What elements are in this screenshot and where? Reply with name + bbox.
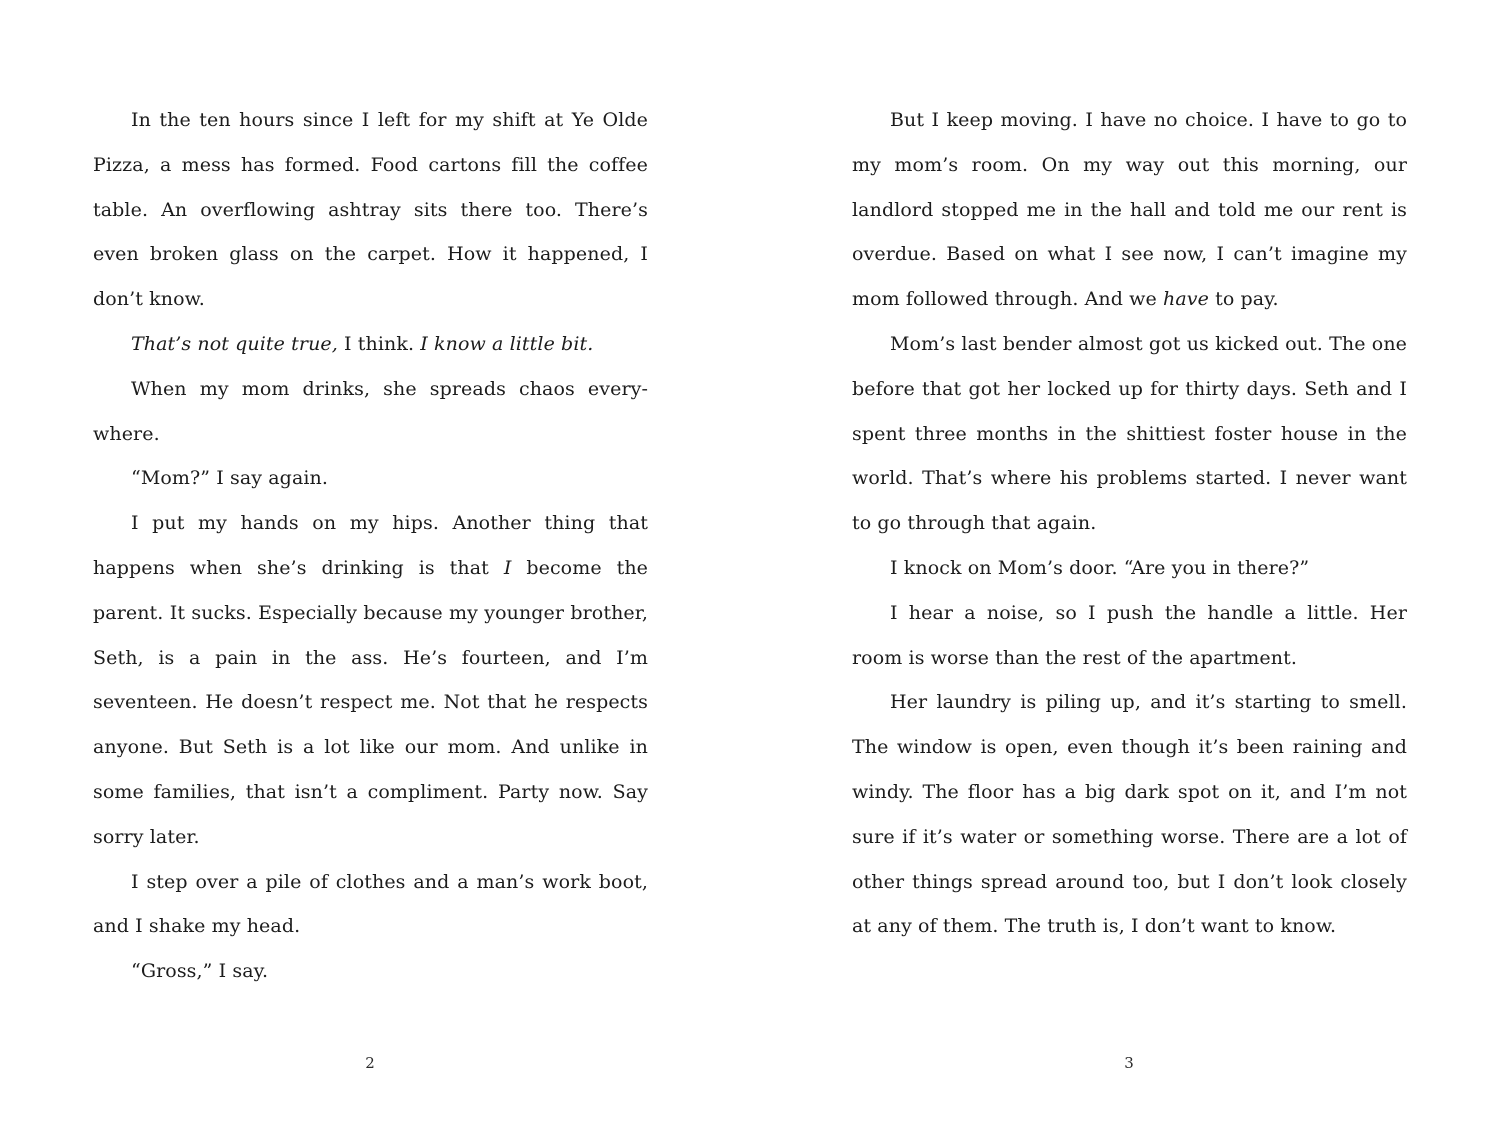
text-run: I step over a pile of clothes and a man’s work boot, and I shake my head.	[93, 870, 648, 938]
text-run: “Gross,” I say.	[131, 960, 269, 983]
paragraph	[852, 680, 1407, 949]
italic-thought: I know a little bit.	[420, 332, 594, 355]
paragraph	[93, 456, 648, 501]
right-page	[852, 98, 1407, 949]
page-number-right: 3	[1124, 1054, 1134, 1072]
paragraph	[93, 949, 648, 994]
paragraph	[852, 546, 1407, 591]
text-run: to pay.	[1208, 288, 1279, 311]
text-run: When my mom drinks, she spreads chaos every-where.	[93, 377, 648, 445]
paragraph	[93, 322, 648, 367]
text-run: “Mom?” I say again.	[131, 467, 329, 490]
paragraph	[93, 367, 648, 457]
text-run: Mom’s last bender almost got us kicked out. The one before that got her locked up for thirty days. Seth and I spent three months in the shittiest foster house in the world. That’s where his problems started. I never want to go through that again.	[852, 332, 1407, 535]
text-run: become the parent. It sucks. Especially because my younger brother, Seth, is a pain in the ass. He’s fourteen, and I’m seventeen. He doesn’t respect me. Not that he respects anyone. But Seth is a lot like our mom. And unlike in some families, that isn’t a compliment. Party now. Say sorry later.	[93, 556, 649, 848]
text-run: But I keep moving. I have no choice. I have to go to my mom’s room. On my way out this morning, our landlord stopped me in the hall and told me our rent is overdue. Based on what I see now, I can’t imagine my mom followed through. And we	[852, 109, 1407, 311]
text-run: Her laundry is piling up, and it’s starting to smell. The window is open, even though it’s been raining and windy. The floor has a big dark spot on it, and I’m not sure if it’s water or something worse. There are a lot of other things spread around too, but I don’t look closely at any of them. The truth is, I don’t want to know.	[852, 691, 1407, 938]
italic-emphasis: I	[503, 556, 512, 579]
paragraph	[93, 860, 648, 950]
left-page	[93, 98, 648, 994]
text-run: I knock on Mom’s door. “Are you in there?”	[890, 556, 1310, 579]
page-number-left: 2	[365, 1054, 375, 1072]
paragraph	[93, 98, 648, 322]
paragraph	[93, 501, 648, 859]
paragraph	[852, 322, 1407, 546]
text-run: I think.	[337, 332, 421, 355]
paragraph	[852, 98, 1407, 322]
italic-emphasis: have	[1163, 288, 1209, 311]
italic-thought: That’s not quite true,	[131, 332, 338, 355]
paragraph	[852, 591, 1407, 681]
text-run: I put my hands on my hips. Another thing that happens when she’s drinking is that	[93, 512, 648, 579]
text-run: In the ten hours since I left for my shift at Ye Olde Pizza, a mess has formed. Food cartons fill the coffee table. An overflowing ashtray sits there too. There’s even broken glass on the carpet. How it happened, I don’t know.	[93, 109, 648, 311]
text-run: I hear a noise, so I push the handle a little. Her room is worse than the rest of the apartment.	[852, 601, 1407, 669]
